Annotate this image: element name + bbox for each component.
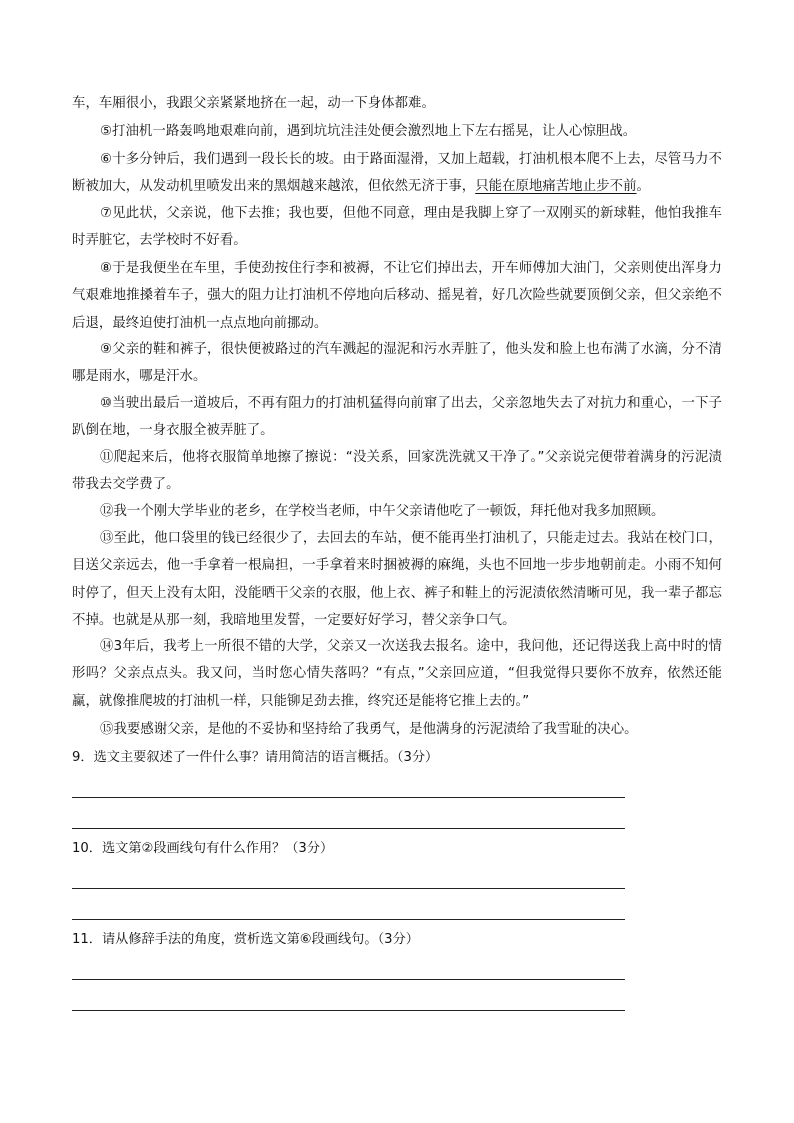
answer-line[interactable] [72, 979, 625, 980]
paragraph-13: ⑬至此，他口袋里的钱已经很少了，去回去的车站，便不能再坐打油机了，只能走过去。我站在校门口，目送父亲远去，他一手拿着一根扁担，一手拿着来时捆被褥的麻绳，头也不回地一步步地朝前走。小雨不知何时停了，但天上没有太阳，没能晒干父亲的衣服，他上衣、裤子和鞋上的污泥渍依然清晰可见，我一辈子都忘不掉。也就是从那一刻，我暗地里发誓，一定要好好学习，替父亲争口气。 [72, 531, 722, 629]
paragraph-9: ⑨父亲的鞋和裤子，很快便被路过的汽车溅起的湿泥和污水弄脏了，他头发和脸上也布满了水滴，分不清哪是雨水，哪是汗水。 [72, 342, 722, 385]
paragraph-continued: 车，车厢很小，我跟父亲紧紧地挤在一起，动一下身体都难。 [72, 96, 435, 111]
paragraph-10: ⑩当驶出最后一道坡后，不再有阻力的打油机猛得向前窜了出去，父亲忽地失去了对抗力和重心，一下子趴倒在地，一身衣服全被弄脏了。 [72, 396, 722, 439]
paragraph-6: ⑥十多分钟后，我们遇到一段长长的坡。由于路面湿滑，又加上超载，打油机根本爬不上去，尽管马力不断被加大，从发动机里喷发出来的黑烟越来越浓，但依然无济于事，只能在原地痛苦地止步不前。 [72, 152, 722, 195]
answer-line[interactable] [72, 919, 625, 920]
answer-line[interactable] [72, 797, 625, 798]
paragraph-12: ⑫我一个刚大学毕业的老乡，在学校当老师，中午父亲请他吃了一顿饭，拜托他对我多加照顾。 [100, 504, 665, 519]
paragraph-8: ⑧于是我便坐在车里，手使劲按住行李和被褥，不让它们掉出去，开车师傅加大油门，父亲则使出浑身力气艰难地推搡着车子，强大的阻力让打油机不停地向后移动、摇晃着，好几次险些就要顶倒父亲，但父亲绝不后退，最终迫使打油机一点点地向前挪动。 [72, 261, 722, 331]
answer-line[interactable] [72, 828, 625, 829]
answer-line[interactable] [72, 1010, 625, 1011]
question-11: 11．请从修辞手法的角度，赏析选文第⑥段画线句。（3分） [72, 932, 419, 947]
question-9: 9．选文主要叙述了一件什么事？请用简洁的语言概括。（3分） [72, 750, 439, 765]
paragraph-11: ⑪爬起来后，他将衣服简单地擦了擦说：“没关系，回家洗洗就又干净了。”父亲说完便带着满身的污泥渍带我去交学费了。 [72, 450, 722, 493]
answer-line[interactable] [72, 888, 625, 889]
paragraph-14: ⑭3年后，我考上一所很不错的大学，父亲又一次送我去报名。途中，我问他，还记得送我上高中时的情形吗？父亲点点头。我又问，当时您心情失落吗？“有点，”父亲回应道，“但我觉得只要你不放弃，依然还能赢，就像推爬坡的打油机一样，只能铆足劲去推，终究还是能将它推上去的。” [72, 639, 722, 709]
paragraph-5: ⑤打油机一路轰鸣地艰难向前，遇到坑坑洼洼处便会激烈地上下左右摇晃，让人心惊胆战。 [100, 124, 637, 139]
paragraph-7: ⑦见此状，父亲说，他下去推；我也要，但他不同意，理由是我脚上穿了一双刚买的新球鞋，他怕我推车时弄脏它，去学校时不好看。 [72, 206, 722, 249]
paragraph-15: ⑮我要感谢父亲，是他的不妥协和坚持给了我勇气，是他满身的污泥渍给了我雪耻的决心。 [100, 722, 638, 737]
underlined-sentence: 只能在原地痛苦地止步不前 [475, 179, 637, 195]
question-10: 10．选文第②段画线句有什么作用？（3分） [72, 841, 334, 856]
